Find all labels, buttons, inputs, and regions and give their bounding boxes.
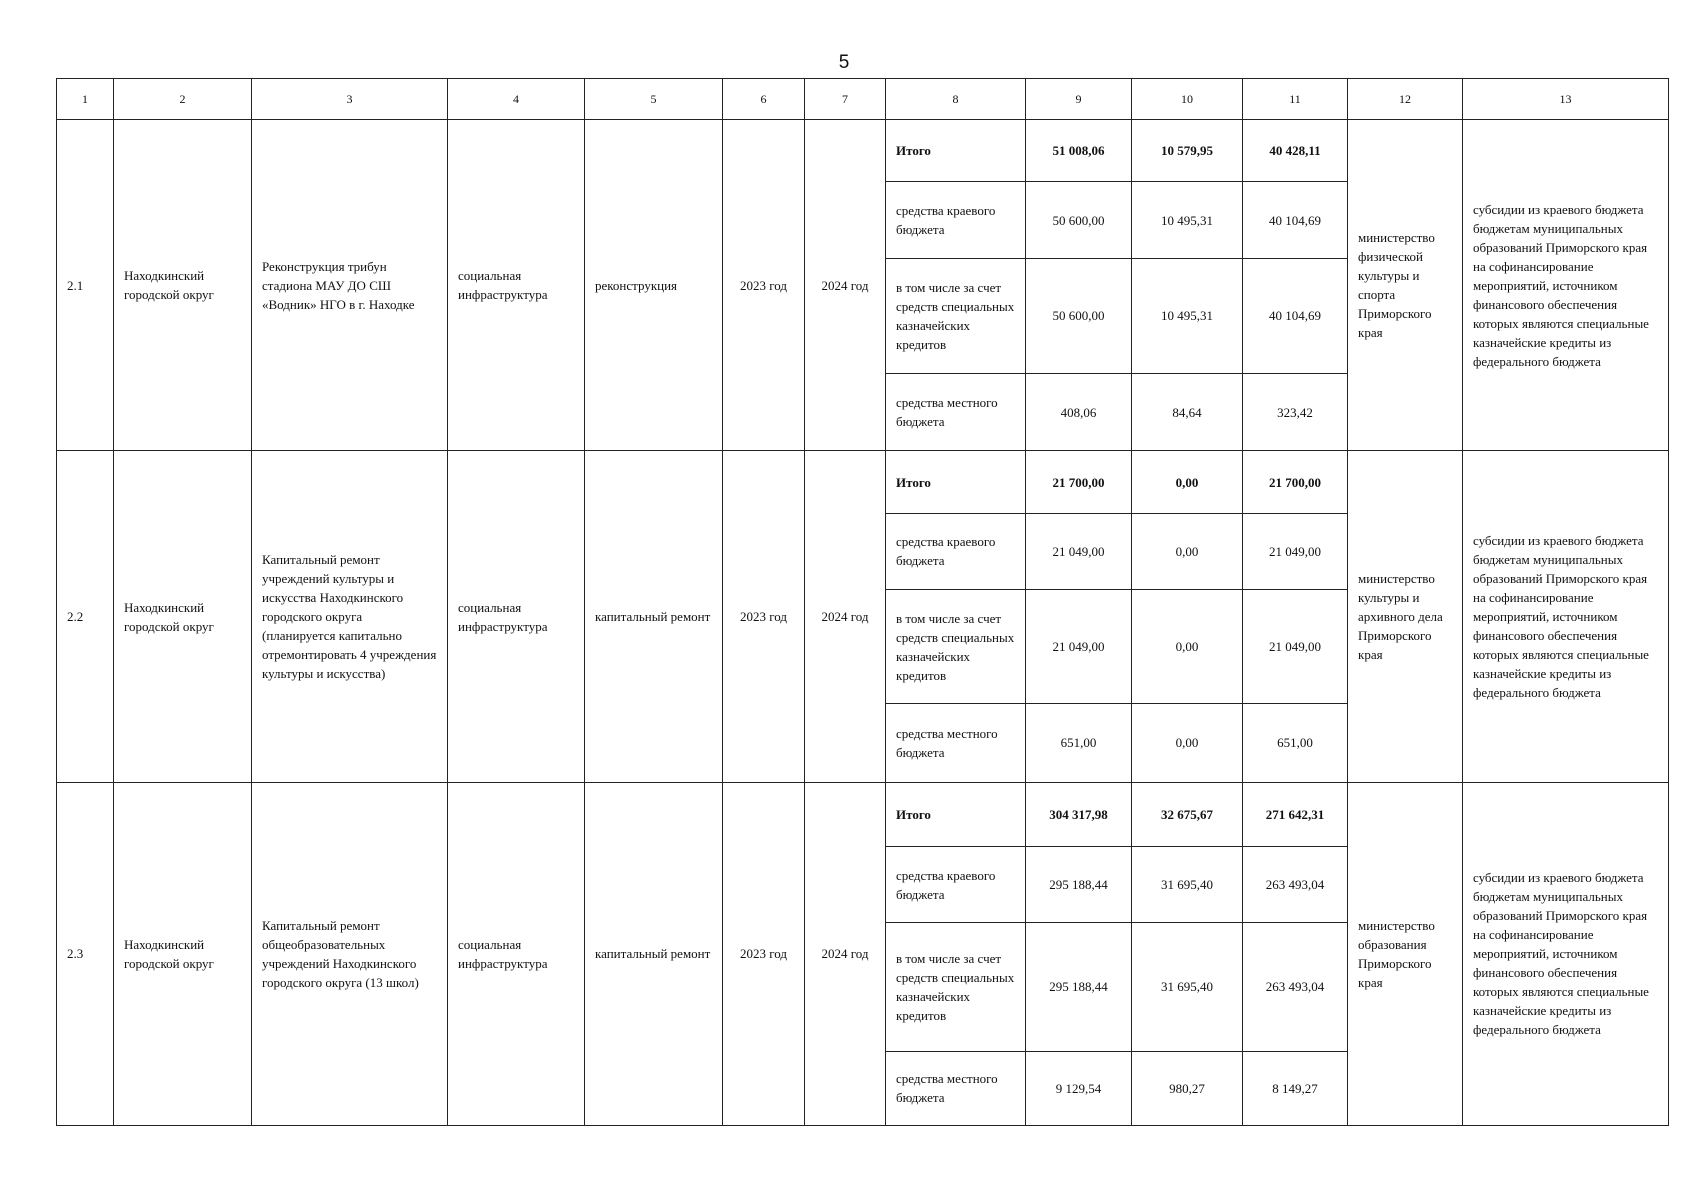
total-amount: 295 188,44 [1026, 846, 1132, 922]
header-cell: 11 [1243, 79, 1348, 120]
funding-source: средства краевого бюджета [886, 513, 1026, 589]
start-year-cell: 2023 год [723, 120, 805, 451]
header-cell: 5 [585, 79, 723, 120]
amount-2023: 31 695,40 [1132, 846, 1243, 922]
amount-2024: 8 149,27 [1243, 1051, 1348, 1125]
total-amount: 50 600,00 [1026, 182, 1132, 258]
total-amount: 21 049,00 [1026, 589, 1132, 703]
ministry-cell: министерство культуры и архивного дела Приморского края [1348, 451, 1463, 782]
amount-2024: 40 104,69 [1243, 258, 1348, 373]
funding-source: средства местного бюджета [886, 1051, 1026, 1125]
amount-2023: 10 495,31 [1132, 258, 1243, 373]
total-amount: 51 008,06 [1026, 120, 1132, 182]
header-cell: 7 [805, 79, 886, 120]
amount-2023: 980,27 [1132, 1051, 1243, 1125]
work-type-cell: капитальный ремонт [585, 782, 723, 1125]
amount-2024: 263 493,04 [1243, 923, 1348, 1051]
table-row [57, 120, 1669, 182]
recipient-cell: Находкинский городской округ [114, 120, 252, 451]
start-year-cell: 2023 год [723, 451, 805, 782]
amount-2024: 651,00 [1243, 704, 1348, 782]
total-amount: 9 129,54 [1026, 1051, 1132, 1125]
amount-2023: 0,00 [1132, 513, 1243, 589]
object-cell: Капитальный ремонт учреждений культуры и искусства Находкинского городского округа (планируется капитально отремонтировать 4 учреждения культуры и искусства) [252, 451, 448, 782]
header-row [57, 79, 1669, 120]
amount-2024: 21 049,00 [1243, 589, 1348, 703]
funding-source: в том числе за счет средств специальных казначейских кредитов [886, 923, 1026, 1051]
recipient-cell: Находкинский городской округ [114, 451, 252, 782]
amount-2024: 21 700,00 [1243, 451, 1348, 513]
object-cell: Реконструкция трибун стадиона МАУ ДО СШ «Водник» НГО в г. Находке [252, 120, 448, 451]
header-cell: 12 [1348, 79, 1463, 120]
recipient-cell: Находкинский городской округ [114, 782, 252, 1125]
note-cell: субсидии из краевого бюджета бюджетам муниципальных образований Приморского края на софинансирование мероприятий, источником финансового обеспечения которых являются специальные казначейские кредиты из федерального бюджета [1463, 120, 1669, 451]
row-number: 2.2 [57, 451, 114, 782]
amount-2023: 31 695,40 [1132, 923, 1243, 1051]
ministry-cell: министерство физической культуры и спорта Приморского края [1348, 120, 1463, 451]
amount-2024: 40 428,11 [1243, 120, 1348, 182]
amount-2024: 40 104,69 [1243, 182, 1348, 258]
start-year-cell: 2023 год [723, 782, 805, 1125]
total-amount: 408,06 [1026, 374, 1132, 451]
sphere-cell: социальная инфраструктура [448, 782, 585, 1125]
amount-2024: 271 642,31 [1243, 782, 1348, 846]
total-amount: 651,00 [1026, 704, 1132, 782]
total-amount: 21 049,00 [1026, 513, 1132, 589]
amount-2023: 0,00 [1132, 451, 1243, 513]
sphere-cell: социальная инфраструктура [448, 120, 585, 451]
header-cell: 6 [723, 79, 805, 120]
funding-source: в том числе за счет средств специальных казначейских кредитов [886, 589, 1026, 703]
amount-2024: 263 493,04 [1243, 846, 1348, 922]
funding-source: средства краевого бюджета [886, 182, 1026, 258]
header-cell: 2 [114, 79, 252, 120]
row-number: 2.3 [57, 782, 114, 1125]
amount-2024: 21 049,00 [1243, 513, 1348, 589]
header-cell: 13 [1463, 79, 1669, 120]
header-cell: 4 [448, 79, 585, 120]
header-cell: 10 [1132, 79, 1243, 120]
funding-source: в том числе за счет средств специальных казначейских кредитов [886, 258, 1026, 373]
work-type-cell: реконструкция [585, 120, 723, 451]
funding-source: средства местного бюджета [886, 704, 1026, 782]
amount-2023: 84,64 [1132, 374, 1243, 451]
note-cell: субсидии из краевого бюджета бюджетам муниципальных образований Приморского края на софинансирование мероприятий, источником финансового обеспечения которых являются специальные казначейские кредиты из федерального бюджета [1463, 451, 1669, 782]
funding-source: средства краевого бюджета [886, 846, 1026, 922]
header-cell: 8 [886, 79, 1026, 120]
amount-2024: 323,42 [1243, 374, 1348, 451]
end-year-cell: 2024 год [805, 782, 886, 1125]
amount-2023: 32 675,67 [1132, 782, 1243, 846]
amount-2023: 0,00 [1132, 704, 1243, 782]
header-cell: 1 [57, 79, 114, 120]
total-amount: 50 600,00 [1026, 258, 1132, 373]
sphere-cell: социальная инфраструктура [448, 451, 585, 782]
table-row [57, 451, 1669, 513]
total-amount: 295 188,44 [1026, 923, 1132, 1051]
ministry-cell: министерство образования Приморского края [1348, 782, 1463, 1125]
amount-2023: 10 495,31 [1132, 182, 1243, 258]
row-number: 2.1 [57, 120, 114, 451]
object-cell: Капитальный ремонт общеобразовательных учреждений Находкинского городского округа (13 школ) [252, 782, 448, 1125]
funding-source: Итого [886, 120, 1026, 182]
end-year-cell: 2024 год [805, 451, 886, 782]
header-cell: 3 [252, 79, 448, 120]
funding-source: средства местного бюджета [886, 374, 1026, 451]
end-year-cell: 2024 год [805, 120, 886, 451]
total-amount: 21 700,00 [1026, 451, 1132, 513]
header-cell: 9 [1026, 79, 1132, 120]
page-number: 5 [838, 52, 850, 73]
note-cell: субсидии из краевого бюджета бюджетам муниципальных образований Приморского края на софинансирование мероприятий, источником финансового обеспечения которых являются специальные казначейские кредиты из федерального бюджета [1463, 782, 1669, 1125]
amount-2023: 0,00 [1132, 589, 1243, 703]
total-amount: 304 317,98 [1026, 782, 1132, 846]
table-row [57, 782, 1669, 846]
amount-2023: 10 579,95 [1132, 120, 1243, 182]
funding-source: Итого [886, 451, 1026, 513]
projects-table [56, 78, 1669, 1126]
work-type-cell: капитальный ремонт [585, 451, 723, 782]
funding-source: Итого [886, 782, 1026, 846]
